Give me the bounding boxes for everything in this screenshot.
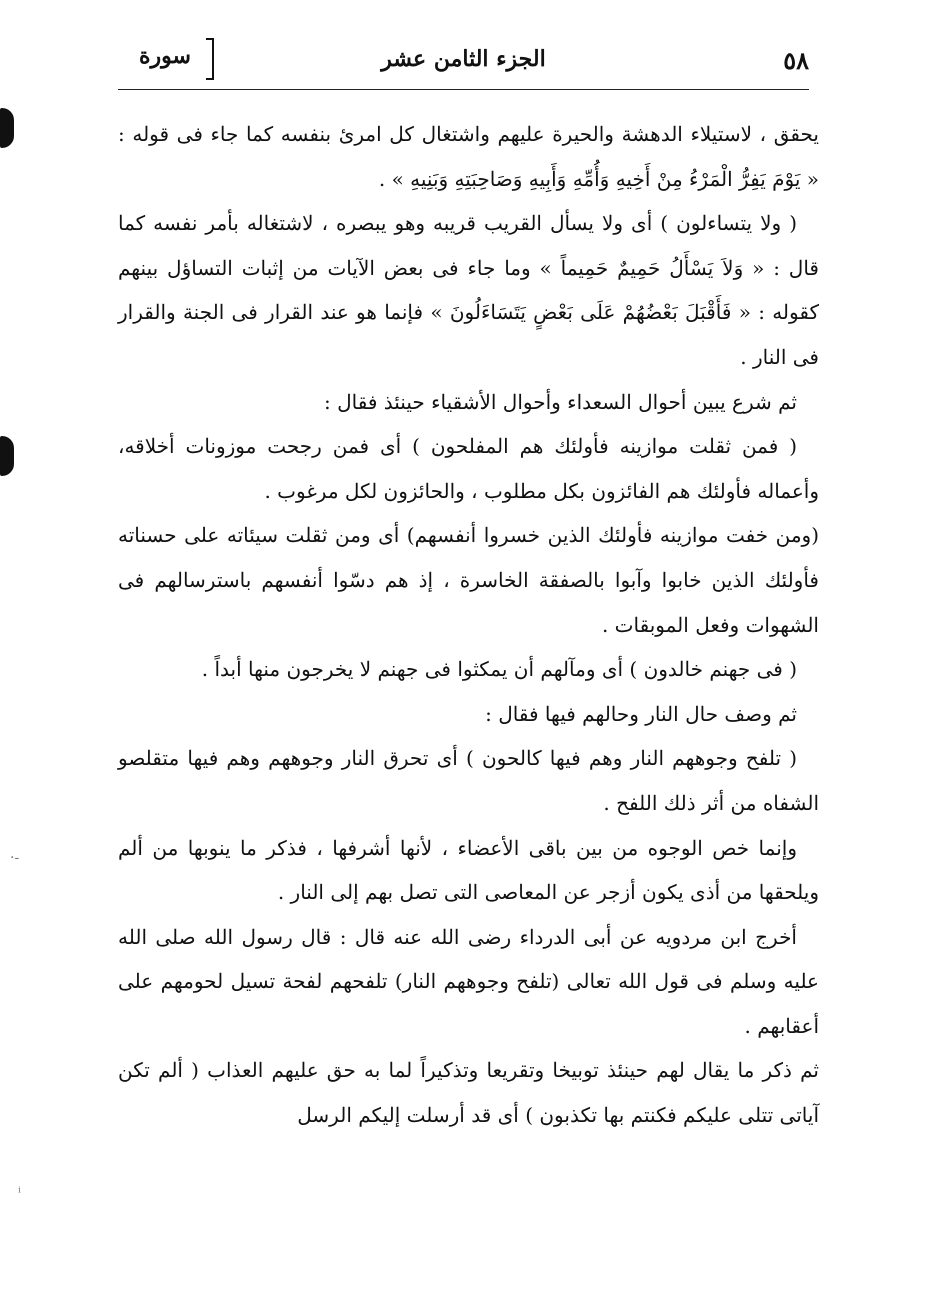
paragraph: ثم ذكر ما يقال لهم حينئذ توبيخا وتقريعا وتذكيراً لما به حق عليهم العذاب ( ألم تكن آياتى تتلى عليكم فكنتم بها تكذبون ) أى قد أرسلت إليكم الرسل: [118, 1058, 819, 1128]
paragraph: ثم شرع يبين أحوال السعداء وأحوال الأشقياء حينئذ فقال :: [324, 389, 797, 414]
paragraph: ( فى جهنم خالدون ) أى ومآلهم أن يمكثوا فى جهنم لا يخرجون منها أبداً .: [201, 657, 797, 682]
paragraph: وإنما خص الوجوه من بين باقى الأعضاء ، لأنها أشرفها ، فذكر ما ينوبها من ألم ويلحقها من أذى يكون أزجر عن المعاصى التى تصل بهم إلى النار .: [118, 835, 819, 905]
paragraph: ( تلفح وجوههم النار وهم فيها كالحون ) أى تحرق النار وجوههم وهم فيها متقلصو الشفاه من أثر ذلك اللفح .: [118, 746, 819, 815]
scan-speck: ⁱ: [18, 1185, 21, 1201]
header-rule: [118, 89, 809, 90]
page-number: ٥٨: [783, 46, 809, 75]
binding-mark: [0, 436, 14, 476]
scan-speck: ·-: [10, 850, 20, 866]
paragraph: (ومن خفت موازينه فأولئك الذين خسروا أنفسهم) أى ومن ثقلت سيئاته على حسناته فأولئك الذين خابوا وآبوا بالصفقة الخاسرة ، إذ هم دسّوا أنفسهم باسترسالهم فى الشهوات وفعل الموبقات .: [118, 523, 819, 637]
running-title: الجزء الثامن عشر: [381, 46, 546, 72]
binding-mark: [0, 108, 14, 148]
commentary-text: [118, 112, 819, 1138]
paragraph: ( ولا يتساءلون ) أى ولا يسأل القريب قريبه وهو يبصره ، لاشتغاله بأمر نفسه كما قال : « وَلاَ يَسْأَلُ حَمِيمٌ حَمِيماً » وما جاء فى بعض الآيات من إثبات التساؤل بينهم كقوله : « فَأَقْبَلَ بَعْضُهُمْ عَلَى بَعْضٍ يَتَسَاءَلُونَ » فإنما هو عند القرار فى الجنة والقرار فى النار .: [118, 211, 819, 369]
paragraph: ثم وصف حال النار وحالهم فيها فقال :: [485, 701, 797, 726]
page-header: [118, 38, 809, 88]
paragraph: ( فمن ثقلت موازينه فأولئك هم المفلحون ) أى فمن رجحت موزونات أخلاقه، وأعماله فأولئك هم الفائزون بكل مطلوب ، والحائزون لكل مرغوب .: [118, 434, 819, 503]
surah-label: سورة: [139, 43, 191, 69]
paragraph: يحقق ، لاستيلاء الدهشة والحيرة عليهم واشتغال كل امرئ بنفسه كما جاء فى قوله : « يَوْمَ يَفِرُّ الْمَرْءُ مِنْ أَخِيهِ وَأُمِّهِ وَأَبِيهِ وَصَاحِبَتِهِ وَبَنِيهِ » .: [118, 122, 819, 191]
paragraph: أخرج ابن مردويه عن أبى الدرداء رضى الله عنه قال : قال رسول الله صلى الله عليه وسلم فى قول الله تعالى (تلفح وجوههم النار) تلفحهم لفحة تسيل لحومهم على أعقابهم .: [118, 924, 819, 1038]
surah-bracket: [206, 38, 214, 80]
